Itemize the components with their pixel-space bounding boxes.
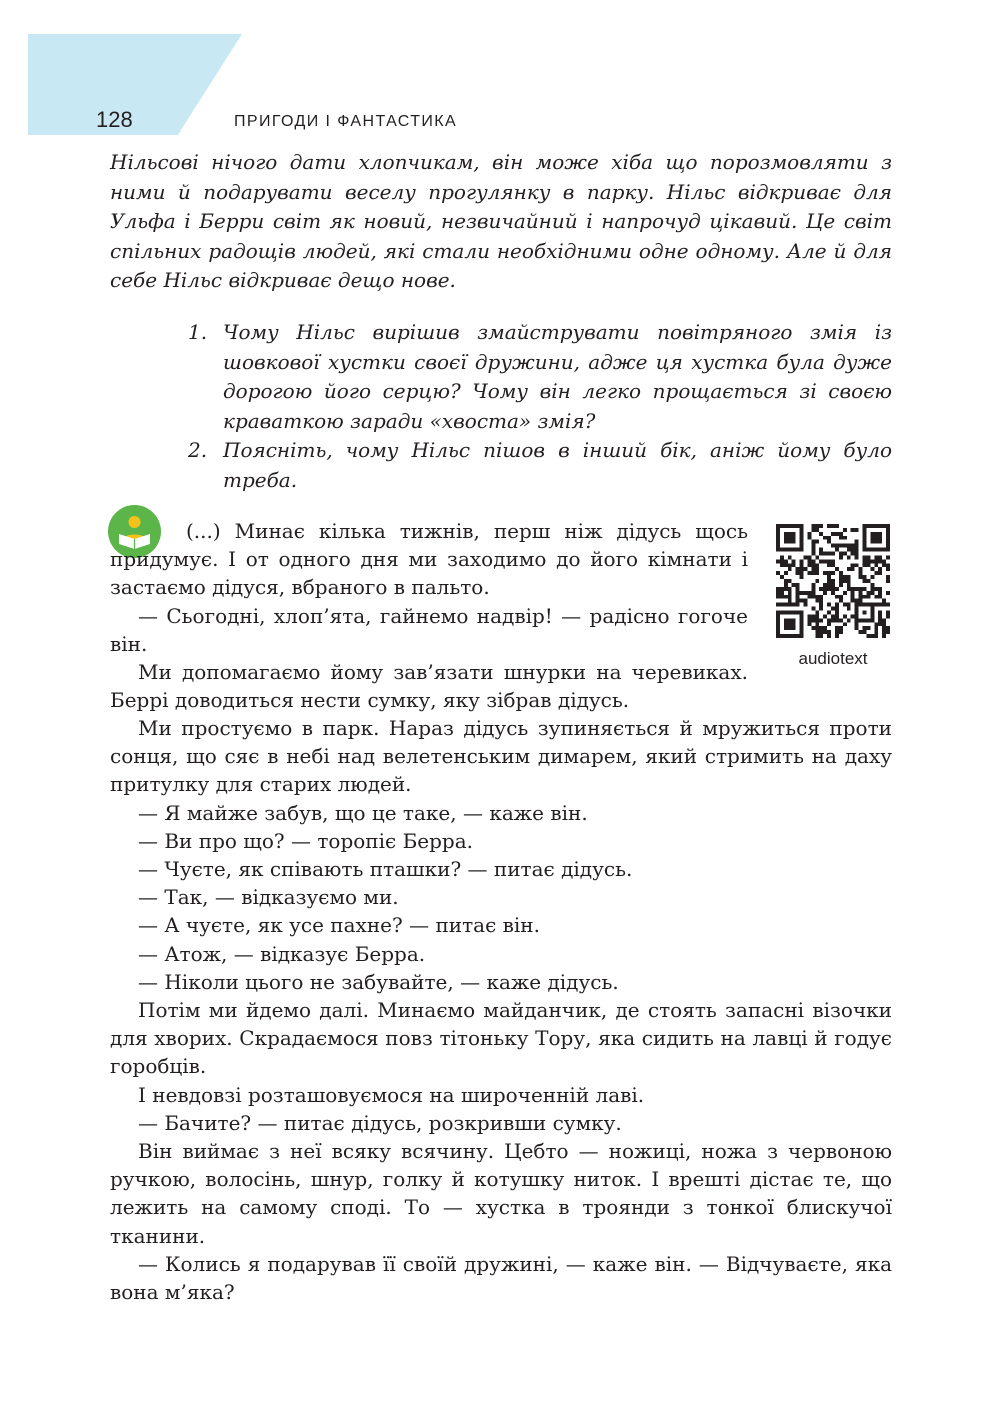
story-paragraph: — Бачите? — питає дідусь, розкривши сумку.: [138, 1110, 622, 1135]
story-paragraph: (...) Минає кілька тижнів, перш ніж дідусь щось придумує. І от одного дня ми заходимо до його кімнати і застаємо дідуся, вбраного в пальто.: [110, 519, 748, 600]
questions-list: [188, 318, 892, 496]
story-paragraph: — Сьогодні, хлоп’ята, гайнемо надвір! — радісно гогоче він.: [110, 603, 748, 656]
question-text: Поясніть, чому Нільс пішов в інший бік, аніж йому було треба.: [223, 438, 892, 492]
header-tab: [28, 34, 242, 135]
question-number: 2.: [188, 438, 208, 463]
qr-code[interactable]: [776, 524, 890, 638]
story-text-narrow: [110, 517, 748, 714]
question-item: [188, 436, 892, 495]
section-title: ПРИГОДИ І ФАНТАСТИКА: [234, 113, 458, 130]
question-item: [188, 318, 892, 436]
story-paragraph: Ми простуємо в парк. Нараз дідусь зупиняється й мружиться проти сонця, що сяє в небі над велетенським димарем, який стримить на даху притулку для старих людей.: [110, 716, 892, 797]
story-paragraph: — Я майже забув, що це таке, — каже він.: [138, 800, 588, 825]
story-paragraph: Він виймає з неї всяку всячину. Цебто — ножиці, ножа з червоною ручкою, волосінь, шнур, голку й котушку ниток. І врешті дістає те, що лежить на самому споді. То — хустка в троянди з тонкої блискучої тканини.: [110, 1139, 892, 1248]
story-paragraph: — Ніколи цього не забувайте, — каже дідусь.: [138, 969, 619, 994]
story-text-wide: [110, 714, 892, 1306]
intro-paragraph: Нільсові нічого дати хлопчикам, він може хіба що порозмовляти з ними й подарувати веселу прогулянку в парку. Нільс відкриває для Ульфа і Берри світ як новий, незвичайний і напрочуд цікавий. Це світ спільних радощів людей, які стали необхідними одне одному. Але й для себе Нільс відкриває дещо нове.: [110, 150, 892, 293]
story-paragraph: — Ви про що? — торопіє Берра.: [138, 828, 473, 853]
story-paragraph: — Атож, — відказує Берра.: [138, 941, 426, 966]
story-paragraph: Ми допомагаємо йому зав’язати шнурки на черевиках. Беррі доводиться нести сумку, яку зібрав дідусь.: [110, 660, 748, 713]
story-paragraph: Потім ми йдемо далі. Минаємо майданчик, де стоять запасні візочки для хворих. Скрадаємося повз тітоньку Тору, яка сидить на лавці й годує горобців.: [110, 998, 892, 1079]
audiotext-label: audiotext: [798, 649, 868, 668]
story-paragraph: І невдовзі розташовуємося на широченній лаві.: [138, 1082, 645, 1107]
story-paragraph: — Чуєте, як співають пташки? — питає дідусь.: [138, 857, 633, 882]
question-number: 1.: [188, 320, 208, 344]
page-number: 128: [96, 107, 133, 132]
question-text: Чому Нільс вирішив змайструвати повітряного змія із шовкової хустки своєї дружини, адже ця хустка була дуже дорогою його серцю? Чому він легко прощається зі своєю краваткою заради «хвоста» змія?: [223, 320, 892, 433]
story-paragraph: — Колись я подарував її своїй дружині, — каже він. — Відчуваєте, яка вона м’яка?: [110, 1251, 892, 1305]
story-paragraph: — Так, — відказуємо ми.: [138, 885, 399, 910]
story-paragraph: — А чуєте, як усе пахне? — питає він.: [138, 913, 540, 938]
